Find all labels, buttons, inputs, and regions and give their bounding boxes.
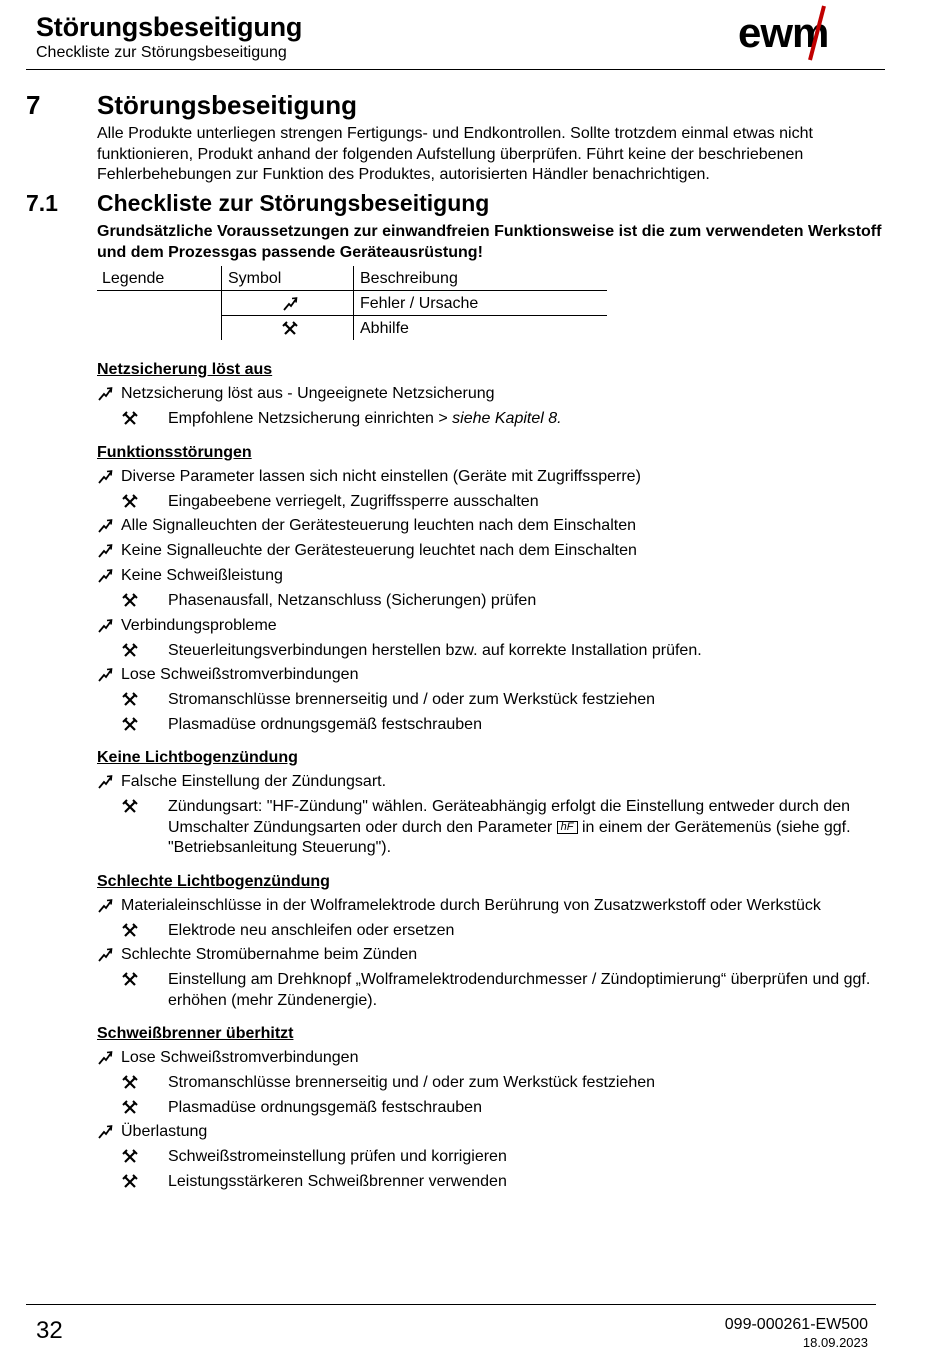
group-title: Funktionsstörungen	[97, 443, 252, 461]
fault-item	[97, 465, 897, 490]
checklist-group	[97, 1022, 897, 1194]
fault-text: Keine Signalleuchte der Gerätesteuerung leuchtet nach dem Einschalten	[121, 542, 637, 559]
remedy-text: Stromanschlüsse brennerseitig und / oder zum Werkstück festziehen	[168, 691, 656, 708]
legend-remedy-label: Abhilfe	[360, 320, 409, 337]
remedy-icon	[122, 1149, 138, 1165]
page-header-title: Störungsbeseitigung	[36, 12, 303, 42]
legend-header-beschreibung: Beschreibung	[360, 270, 458, 287]
remedy-icon	[122, 643, 138, 659]
header-rule	[26, 69, 885, 70]
legend-table	[97, 266, 607, 340]
remedy-text: Phasenausfall, Netzanschluss (Sicherungen) prüfen	[168, 592, 537, 609]
logo-text: ewm	[738, 9, 829, 56]
legend-divider-1	[221, 266, 222, 340]
remedy-item	[97, 713, 897, 738]
fault-text: Materialeinschlüsse in der Wolframelektrode durch Berührung von Zusatzwerkstoff oder Werkstück	[121, 896, 821, 914]
remedy-text: Plasmadüse ordnungsgemäß festschrauben	[168, 715, 482, 733]
group-title: Schweißbrenner überhitzt	[97, 1025, 294, 1042]
fault-icon	[97, 667, 113, 683]
legend-header-legende: Legende	[102, 270, 165, 287]
fault-icon	[97, 1050, 113, 1066]
ewm-logo	[738, 4, 868, 62]
remedy-item	[97, 639, 897, 664]
remedy-icon	[122, 692, 138, 708]
fault-item	[97, 1046, 897, 1071]
remedy-item	[97, 1170, 897, 1195]
subsection-number: 7.1	[26, 190, 58, 216]
remedy-text: Stromanschlüsse brennerseitig und / oder zum Werkstück festziehen	[168, 1074, 656, 1091]
remedy-item	[97, 407, 897, 432]
fault-icon	[97, 947, 113, 963]
fault-item	[97, 770, 897, 795]
fault-item	[97, 1120, 897, 1145]
group-title: Keine Lichtbogenzündung	[97, 749, 298, 766]
remedy-icon	[122, 411, 138, 427]
remedy-text: Zündungsart: "HF-Zündung" wählen. Geräteabhängig erfolgt die Einstellung entweder durch den Umschalter Zündungsarten oder durch den Parameter	[168, 798, 851, 836]
fault-icon	[97, 518, 113, 534]
legend-header-symbol: Symbol	[228, 270, 282, 287]
fault-item	[97, 894, 897, 919]
fault-text: Schlechte Stromübernahme beim Zünden	[121, 946, 418, 963]
fault-icon	[97, 568, 113, 584]
document-date: 18.09.2023	[802, 1335, 868, 1350]
remedy-text: Elektrode neu anschleifen oder ersetzen	[168, 921, 455, 939]
fault-icon	[97, 543, 113, 559]
remedy-item	[97, 688, 897, 713]
page-number: 32	[36, 1317, 63, 1344]
fault-icon	[97, 774, 113, 790]
remedy-icon	[122, 1174, 138, 1190]
group-title: Netzsicherung löst aus	[97, 361, 273, 378]
fault-item	[97, 663, 897, 688]
checklist-group	[97, 870, 897, 1014]
remedy-text: Schweißstromeinstellung prüfen und korrigieren	[168, 1148, 507, 1165]
fault-icon	[282, 296, 298, 312]
fault-text: Alle Signalleuchten der Gerätesteuerung leuchten nach dem Einschalten	[121, 517, 636, 534]
fault-text: Überlastung	[121, 1123, 208, 1140]
remedy-icon	[122, 593, 138, 609]
fault-icon	[97, 386, 113, 402]
subsection-lead: Grundsätzliche Voraussetzungen zur einwandfreien Funktionsweise ist die zum verwendeten Werkstoff und dem Prozessgas passende Geräteausrüstung!	[97, 223, 882, 261]
fault-text: Keine Schweißleistung	[121, 567, 283, 584]
remedy-icon	[282, 321, 298, 337]
remedy-icon	[122, 717, 138, 733]
fault-item	[97, 382, 897, 407]
fault-text: Lose Schweißstromverbindungen	[121, 666, 359, 683]
remedy-text: Plasmadüse ordnungsgemäß festschrauben	[168, 1098, 482, 1116]
remedy-icon	[122, 799, 138, 815]
fault-item	[97, 564, 897, 589]
fault-text: Netzsicherung löst aus - Ungeeignete Netzsicherung	[121, 385, 495, 402]
document-id: 099-000261-EW500	[724, 1316, 868, 1333]
remedy-text: Einstellung am Drehknopf „Wolframelektrodendurchmesser / Zündoptimierung“ überprüfen und ggf. erhöhen (mehr Zündenergie).	[168, 971, 871, 1009]
group-title: Schlechte Lichtbogenzündung	[97, 872, 330, 890]
checklist-group	[97, 358, 897, 432]
fault-text: Verbindungsprobleme	[121, 616, 277, 634]
remedy-text: Empfohlene Netzsicherung einrichten >	[168, 410, 453, 427]
remedy-text: Steuerleitungsverbindungen herstellen bzw. auf korrekte Installation prüfen.	[168, 641, 702, 659]
fault-text: Diverse Parameter lassen sich nicht einstellen (Geräte mit Zugriffssperre)	[121, 467, 641, 485]
section-intro: Alle Produkte unterliegen strengen Fertigungs- und Endkontrollen. Sollte trotzdem einmal etwas nicht funktionieren, Produkt anhand der folgenden Aufstellung überprüfen. Führt keine der beschriebenen Fehlerbehebungen zur Funktion des Produktes, autorisierten Händler benachrichtigen.	[97, 125, 813, 183]
section-title: Störungsbeseitigung	[97, 90, 357, 120]
legend-row-rule	[221, 315, 607, 316]
checklist	[97, 358, 897, 1194]
fault-icon	[97, 618, 113, 634]
chapter-reference-link[interactable]: siehe Kapitel 8.	[452, 410, 562, 427]
remedy-icon	[122, 972, 138, 988]
parameter-hf-symbol: hF	[557, 821, 578, 834]
fault-icon	[97, 898, 113, 914]
remedy-text: Leistungsstärkeren Schweißbrenner verwenden	[168, 1172, 507, 1190]
fault-item	[97, 943, 897, 968]
legend-divider-2	[353, 266, 354, 340]
remedy-text-continued: in einem der Gerätemenüs (siehe ggf. "Betriebsanleitung Steuerung").	[168, 818, 851, 856]
remedy-icon	[122, 1100, 138, 1116]
remedy-item	[97, 490, 897, 515]
fault-icon	[97, 1124, 113, 1140]
legend-header-rule	[97, 290, 607, 291]
page-header-subtitle: Checkliste zur Störungsbeseitigung	[36, 44, 287, 61]
section-number: 7	[26, 90, 41, 120]
fault-item	[97, 539, 897, 564]
fault-item	[97, 614, 897, 639]
remedy-icon	[122, 494, 138, 510]
remedy-icon	[122, 923, 138, 939]
fault-text: Falsche Einstellung der Zündungsart.	[121, 773, 387, 790]
remedy-item	[97, 1071, 897, 1096]
remedy-item	[97, 1145, 897, 1170]
remedy-item	[97, 589, 897, 614]
remedy-item	[97, 795, 897, 861]
fault-icon	[97, 469, 113, 485]
remedy-icon	[122, 1075, 138, 1091]
footer-rule	[26, 1304, 876, 1305]
fault-item	[97, 514, 897, 539]
remedy-item	[97, 1096, 897, 1121]
checklist-group	[97, 441, 897, 738]
remedy-text: Eingabeebene verriegelt, Zugriffssperre ausschalten	[168, 492, 539, 510]
checklist-group	[97, 746, 897, 861]
fault-text: Lose Schweißstromverbindungen	[121, 1049, 359, 1066]
subsection-title: Checkliste zur Störungsbeseitigung	[97, 190, 490, 216]
remedy-item	[97, 919, 897, 944]
legend-fault-label: Fehler / Ursache	[360, 295, 479, 312]
remedy-item	[97, 968, 897, 1013]
